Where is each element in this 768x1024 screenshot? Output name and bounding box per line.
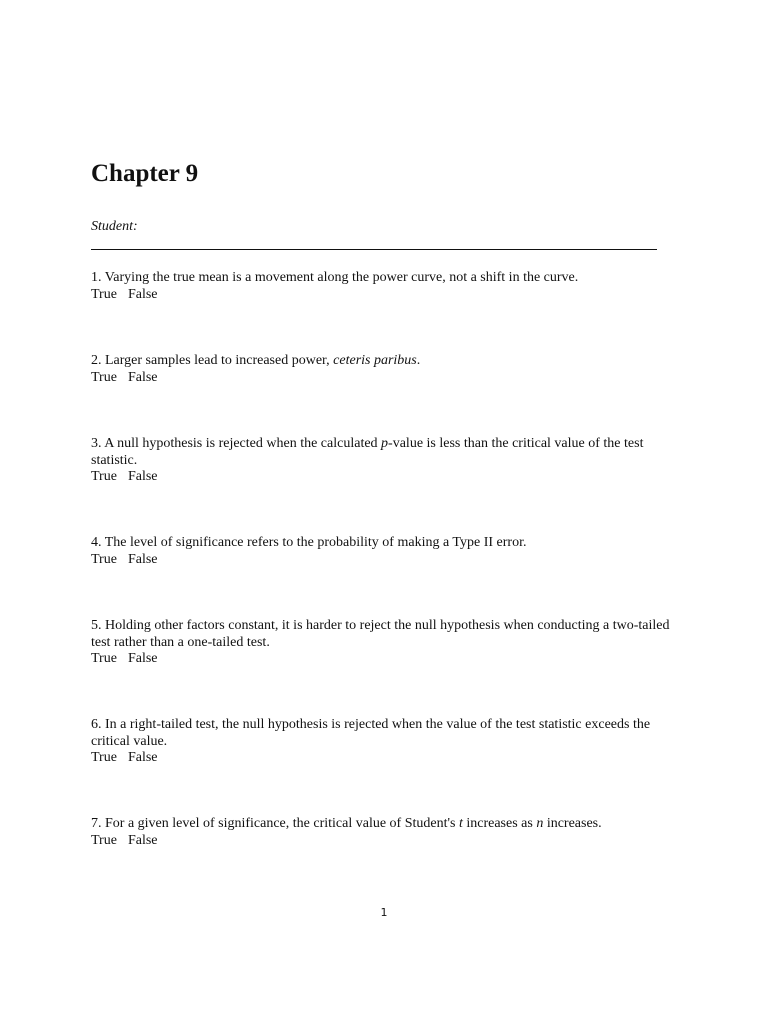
question-number: 2. <box>91 353 102 368</box>
answer-option-true[interactable]: True <box>91 551 117 567</box>
question-item <box>91 816 681 849</box>
question-text <box>91 535 681 552</box>
question-text-segment: increases. <box>543 816 602 831</box>
question-text <box>91 717 681 750</box>
question-text-segment: In a right-tailed test, the null hypothesis is rejected when the value of the test statistic exceeds the critical value. <box>91 717 651 749</box>
answer-option-false[interactable]: False <box>127 750 158 765</box>
question-number: 4. <box>91 535 102 550</box>
question-number: 6. <box>91 717 102 732</box>
answer-option-true[interactable]: True <box>91 469 117 484</box>
answer-option-false[interactable]: False <box>127 286 158 302</box>
answer-options <box>91 552 681 569</box>
answer-options <box>91 750 681 767</box>
answer-option-true[interactable]: True <box>91 369 117 385</box>
question-number: 7. <box>91 816 102 831</box>
question-item <box>91 353 681 386</box>
answer-option-false[interactable]: False <box>127 551 158 567</box>
question-text-segment: -value is less than the critical value of the test statistic. <box>91 436 644 468</box>
question-item <box>91 436 681 486</box>
question-text-segment: The level of significance refers to the probability of making a Type II error. <box>104 535 527 550</box>
answer-option-true[interactable]: True <box>91 651 117 666</box>
question-text-segment: Holding other factors constant, it is harder to reject the null hypothesis when conducting a two-tailed test rather than a one-tailed test. <box>91 618 670 650</box>
question-item <box>91 535 681 568</box>
question-text-italic: p <box>381 436 389 451</box>
answer-options <box>91 370 681 387</box>
question-text-segment: . <box>416 353 421 368</box>
question-item <box>91 618 681 668</box>
answer-options <box>91 833 681 850</box>
question-item <box>91 270 681 303</box>
chapter-title: Chapter 9 <box>91 160 199 187</box>
answer-options <box>91 651 681 668</box>
answer-option-true[interactable]: True <box>91 286 117 302</box>
answer-options <box>91 287 681 304</box>
question-text-italic: t <box>458 816 463 831</box>
page-number: 1 <box>380 906 388 919</box>
answer-option-false[interactable]: False <box>127 469 158 484</box>
question-number: 1. <box>91 270 102 285</box>
answer-option-false[interactable]: False <box>127 651 158 666</box>
question-text <box>91 353 681 370</box>
question-number: 3. <box>91 436 102 451</box>
question-text <box>91 816 681 833</box>
question-text-italic: ceteris paribus <box>333 353 417 368</box>
question-text <box>91 436 681 469</box>
question-text-italic: n <box>536 816 544 831</box>
answer-options <box>91 469 681 486</box>
answer-option-true[interactable]: True <box>91 832 117 848</box>
answer-option-true[interactable]: True <box>91 750 117 765</box>
question-text-segment: increases as <box>462 816 537 831</box>
question-number: 5. <box>91 618 102 633</box>
answer-option-false[interactable]: False <box>127 369 158 385</box>
question-text <box>91 270 681 287</box>
question-item <box>91 717 681 767</box>
student-name-field[interactable] <box>91 233 657 250</box>
question-text <box>91 618 681 651</box>
student-label: Student: <box>91 219 138 234</box>
question-text-segment: For a given level of significance, the critical value of Student's <box>105 816 459 831</box>
question-text-segment: Varying the true mean is a movement along the power curve, not a shift in the curve. <box>104 270 579 285</box>
question-text-segment: Larger samples lead to increased power, <box>105 353 334 368</box>
question-text-segment: A null hypothesis is rejected when the calculated <box>104 436 382 451</box>
answer-option-false[interactable]: False <box>127 832 158 848</box>
